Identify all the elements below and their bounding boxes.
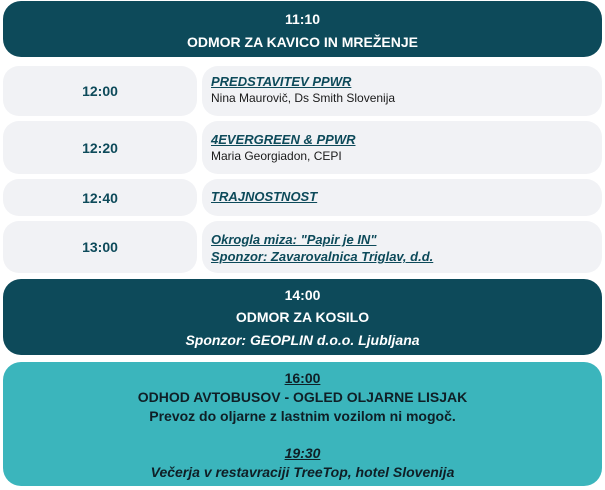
session-title-link[interactable]: Okrogla miza: "Papir je IN" — [211, 232, 377, 247]
session-row — [3, 221, 602, 273]
lunch-break-title: ODMOR ZA KOSILO — [235, 309, 370, 325]
departure-banner — [3, 362, 602, 486]
lunch-break-banner — [3, 279, 602, 355]
dinner-title: Večerja v restavraciji TreeTop, hotel Slovenija — [150, 464, 455, 480]
session-time: 12:20 — [3, 121, 197, 174]
lunch-break-sponsor: Sponzor: GEOPLIN d.o.o. Ljubljana — [185, 332, 420, 348]
session-title-link[interactable]: PREDSTAVITEV PPWR — [211, 74, 352, 89]
session-time: 13:00 — [3, 221, 197, 273]
lunch-break-time: 14:00 — [284, 287, 321, 303]
session-row — [3, 66, 602, 116]
session-row — [3, 179, 602, 216]
departure-title: ODHOD AVTOBUSOV - OGLED OLJARNE LISJAK — [137, 389, 468, 405]
session-speaker: Nina Maurovič, Ds Smith Slovenija — [211, 91, 396, 105]
coffee-break-title: ODMOR ZA KAVICO IN MREŽENJE — [186, 34, 418, 50]
session-title-link[interactable]: 4EVERGREEN & PPWR — [211, 132, 356, 147]
coffee-break-banner — [3, 1, 602, 57]
session-title-link[interactable]: TRAJNOSTNOST — [211, 189, 318, 204]
session-content — [202, 179, 602, 216]
session-content — [202, 121, 602, 174]
dinner-time: 19:30 — [284, 445, 321, 461]
coffee-break-time: 11:10 — [284, 11, 321, 27]
session-content — [202, 221, 602, 273]
session-time: 12:40 — [3, 179, 197, 216]
session-time: 12:00 — [3, 66, 197, 116]
departure-note: Prevoz do oljarne z lastnim vozilom ni mogoč. — [149, 408, 456, 424]
departure-time: 16:00 — [284, 370, 321, 386]
session-speaker: Maria Georgiadon, CEPI — [211, 149, 342, 163]
session-sponsor-link[interactable]: Sponzor: Zavarovalnica Triglav, d.d. — [211, 249, 434, 264]
session-content — [202, 66, 602, 116]
session-row — [3, 121, 602, 174]
